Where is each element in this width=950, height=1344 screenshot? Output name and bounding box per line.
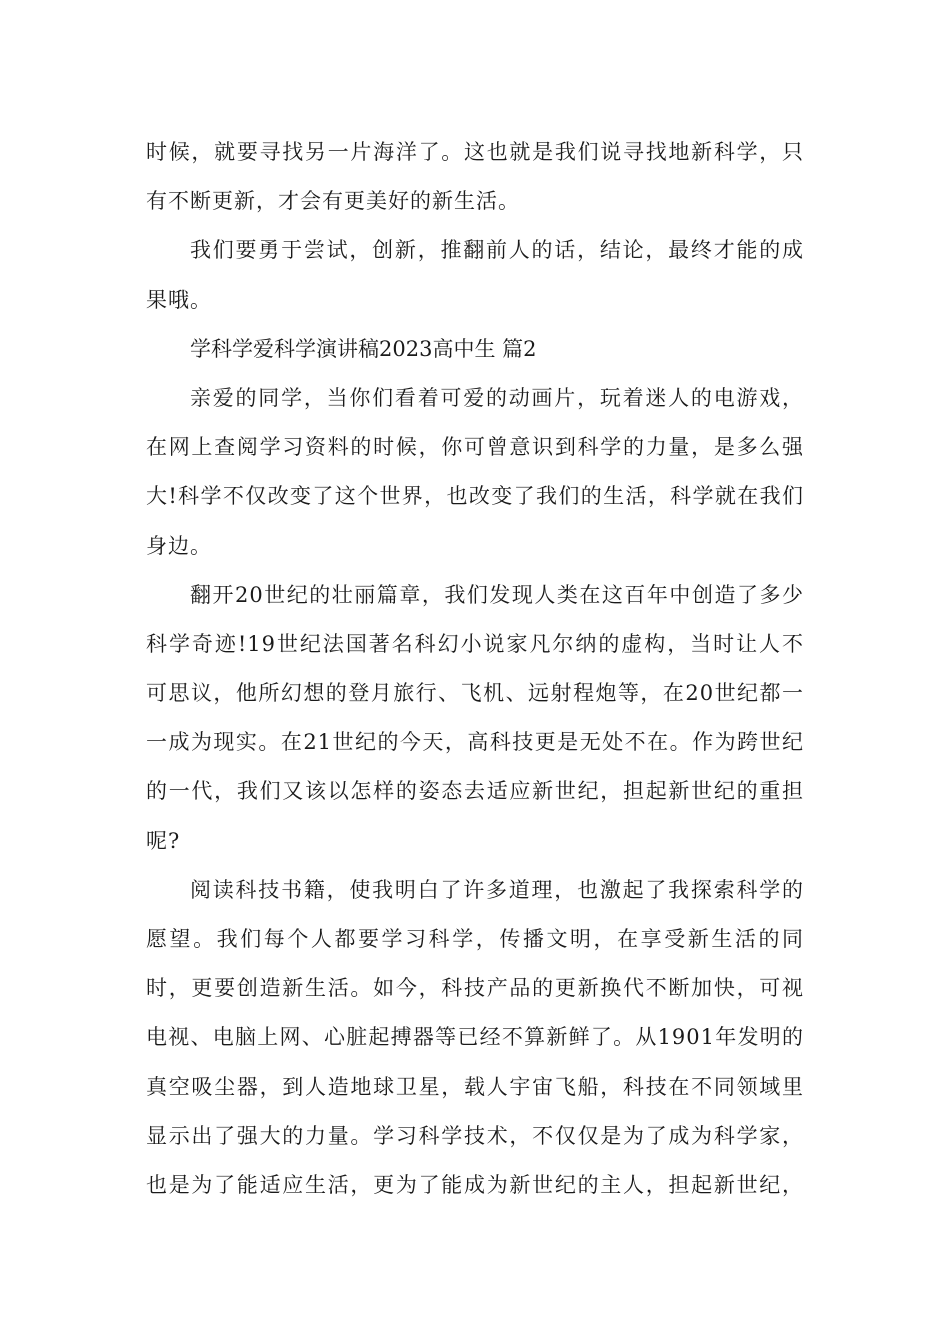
text-line: 我们要勇于尝试，创新，推翻前人的话，结论，最终才能的成 bbox=[190, 238, 804, 263]
text-line: 可思议，他所幻想的登月旅行、飞机、远射程炮等，在20世纪都一 bbox=[146, 681, 804, 706]
text-line: 在网上查阅学习资料的时候，你可曾意识到科学的力量，是多么强 bbox=[146, 435, 804, 460]
text-line: 真空吸尘器，到人造地球卫星，载人宇宙飞船，科技在不同领域里 bbox=[146, 1074, 804, 1099]
text-line: 一成为现实。在21世纪的今天，高科技更是无处不在。作为跨世纪 bbox=[146, 730, 804, 755]
text-line: 呢? bbox=[146, 828, 181, 853]
text-line: 愿望。我们每个人都要学习科学，传播文明，在享受新生活的同 bbox=[146, 927, 804, 951]
text-line: 时，更要创造新生活。如今，科技产品的更新换代不断加快，可视 bbox=[146, 976, 804, 1001]
text-line: 果哦。 bbox=[146, 287, 212, 312]
text-line: 的一代，我们又该以怎样的姿态去适应新世纪，担起新世纪的重担 bbox=[146, 779, 804, 804]
document-page bbox=[146, 128, 804, 1210]
text-line: 大!科学不仅改变了这个世界，也改变了我们的生活，科学就在我们 bbox=[146, 484, 804, 509]
text-line: 也是为了能适应生活，更为了能成为新世纪的主人，担起新世纪， bbox=[146, 1172, 804, 1197]
text-line: 阅读科技书籍，使我明白了许多道理，也激起了我探索科学的 bbox=[190, 877, 804, 902]
text-line: 翻开20世纪的壮丽篇章，我们发现人类在这百年中创造了多少 bbox=[190, 582, 804, 607]
text-line: 有不断更新，才会有更美好的新生活。 bbox=[146, 189, 520, 214]
text-line: 时候，就要寻找另一片海洋了。这也就是我们说寻找地新科学，只 bbox=[146, 140, 804, 164]
text-line: 亲爱的同学，当你们看着可爱的动画片，玩着迷人的电游戏， bbox=[190, 385, 804, 410]
text-line: 身边。 bbox=[146, 533, 212, 558]
text-line: 显示出了强大的力量。学习科学技术，不仅仅是为了成为科学家， bbox=[146, 1123, 804, 1148]
section-heading: 学科学爱科学演讲稿2023高中生 篇2 bbox=[190, 336, 537, 361]
text-line: 科学奇迹!19世纪法国著名科幻小说家凡尔纳的虚构，当时让人不 bbox=[146, 631, 804, 656]
text-line: 电视、电脑上网、心脏起搏器等已经不算新鲜了。从1901年发明的 bbox=[146, 1025, 804, 1050]
